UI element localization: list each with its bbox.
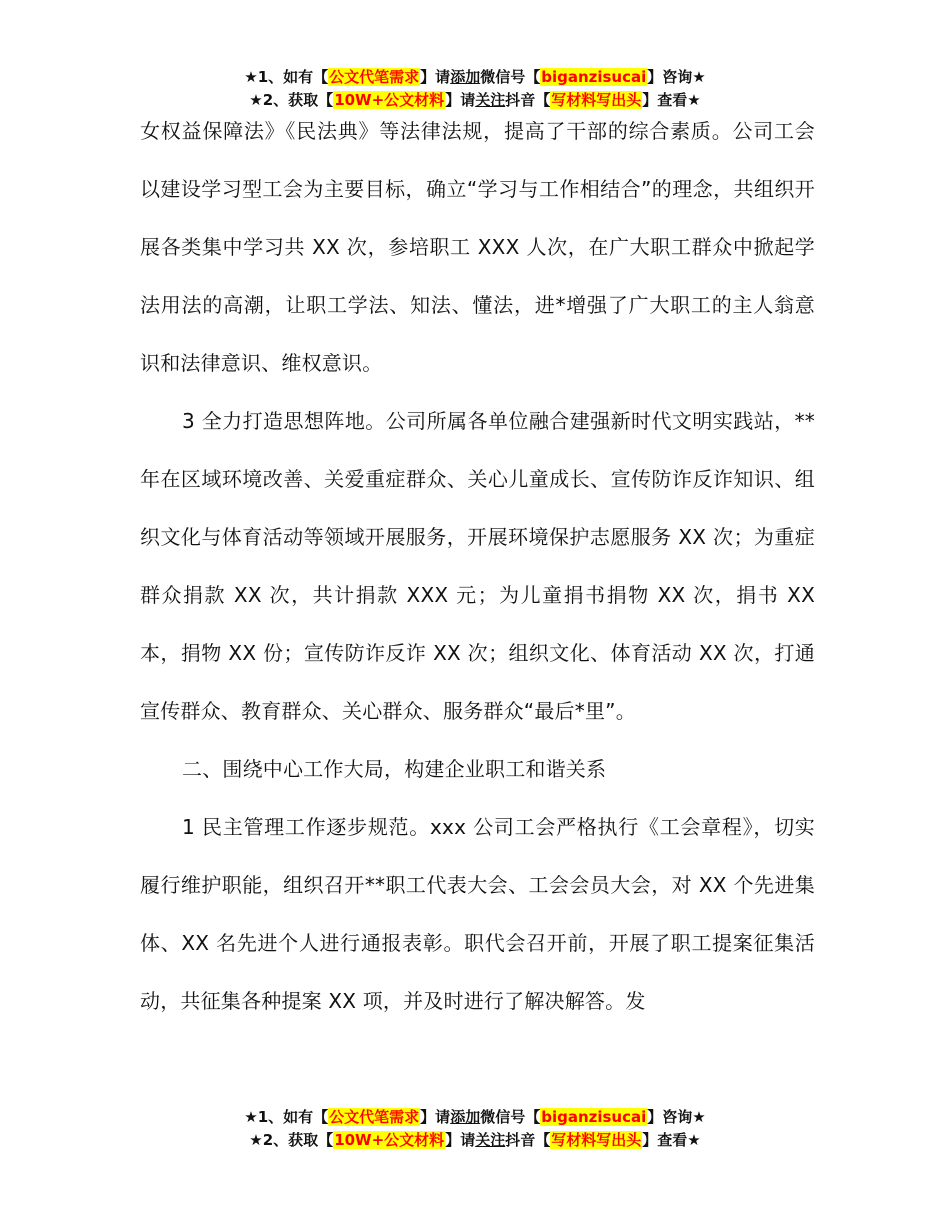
promo-highlight: 公文代笔需求 <box>329 1108 420 1126</box>
promo-highlight: 写材料写出头 <box>551 91 642 109</box>
promo-highlight: biganzisucai <box>541 1108 647 1126</box>
promo-text: 抖音【 <box>505 91 551 109</box>
paragraph: 女权益保障法》《民法典》等法律法规，提高了干部的综合素质。公司工会以建设学习型工会为主要目标，确立“学习与工作相结合”的理念，共组织开展各类集中学习共 XX 次，参培职工 XXX 人次，在广大职工群众中掀起学法用法的高潮，让职工学法、知法、懂法，进*增强了广大职工的主人翁意识和法律意识、维权意识。 <box>140 119 815 375</box>
promo-line-1 <box>0 66 950 89</box>
promo-highlight: 10W+公文材料 <box>334 91 445 109</box>
promo-underlined-text: 关注 <box>475 1131 506 1149</box>
promo-text: 微信号【 <box>480 68 541 86</box>
document-body <box>140 102 815 1030</box>
promo-highlight: 10W+公文材料 <box>334 1131 445 1149</box>
section-heading: 二、围绕中心工作大局，构建企业职工和谐关系 <box>182 757 607 781</box>
promo-highlight: 公文代笔需求 <box>329 68 420 86</box>
promo-underlined-text: 添加 <box>450 68 481 86</box>
promo-underlined-text: 关注 <box>475 91 506 109</box>
promo-text: 】查看★ <box>642 91 701 109</box>
promo-text: ★2、获取【 <box>249 91 334 109</box>
promo-text: 】请 <box>445 91 476 109</box>
footer-promo-banner <box>0 1106 950 1152</box>
promo-highlight: biganzisucai <box>541 68 647 86</box>
paragraph: 3 全力打造思想阵地。公司所属各单位融合建强新时代文明实践站，**年在区域环境改善、关爱重症群众、关心儿童成长、宣传防诈反诈知识、组织文化与体育活动等领域开展服务，开展环境保护志愿服务 XX 次；为重症群众捐款 XX 次，共计捐款 XXX 元；为儿童捐书捐物 XX 次，捐书 XX 本，捐物 XX 份；宣传防诈反诈 XX 次；组织文化、体育活动 XX 次，打通宣传群众、教育群众、关心群众、服务群众“最后*里”。 <box>140 409 815 723</box>
promo-text: ★2、获取【 <box>249 1131 334 1149</box>
promo-text: 抖音【 <box>505 1131 551 1149</box>
promo-text: 】查看★ <box>642 1131 701 1149</box>
promo-text: 】请 <box>420 1108 451 1126</box>
paragraph: 1 民主管理工作逐步规范。xxx 公司工会严格执行《工会章程》，切实履行维护职能，组织召开**职工代表大会、工会会员大会，对 XX 个先进集体、XX 名先进个人进行通报表彰。职代会召开前，开展了职工提案征集活动，共征集各种提案 XX 项，并及时进行了解决解答。发 <box>140 815 815 1013</box>
promo-line-2 <box>0 1129 950 1152</box>
promo-text: ★1、如有【 <box>244 68 329 86</box>
promo-text: ★1、如有【 <box>244 1108 329 1126</box>
promo-text: 微信号【 <box>480 1108 541 1126</box>
promo-text: 】咨询★ <box>647 68 706 86</box>
promo-line-1 <box>0 1106 950 1129</box>
promo-text: 】请 <box>420 68 451 86</box>
promo-underlined-text: 添加 <box>450 1108 481 1126</box>
promo-text: 】请 <box>445 1131 476 1149</box>
promo-highlight: 写材料写出头 <box>551 1131 642 1149</box>
promo-text: 】咨询★ <box>647 1108 706 1126</box>
